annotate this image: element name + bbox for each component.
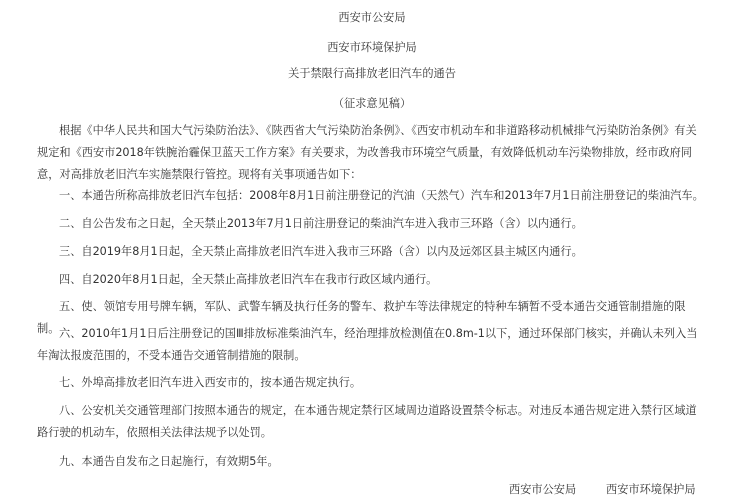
signature-public-security: 西安市公安局 bbox=[509, 483, 577, 496]
item-8: 八、公安机关交通管理部门按照本通告的规定，在本通告规定禁行区域周边道路设置禁令标志。对违反本通告规定进入禁行区域道路行驶的机动车，依照相关法律法规予以处罚。 bbox=[37, 404, 697, 439]
notice-subtitle: （征求意见稿） bbox=[332, 97, 412, 110]
item-4: 四、自2020年8月1日起，全天禁止高排放老旧汽车在我市行政区域内通行。 bbox=[59, 273, 438, 286]
intro-paragraph: 根据《中华人民共和国大气污染防治法》、《陕西省大气污染防治条例》、《西安市机动车和非道路移动机械排气污染防治条例》有关规定和《西安市2018年铁腕治霾保卫蓝天工作方案》有关要求，为改善我市环境空气质量，有效降低机动车污染物排放，经市政府同意，对高排放老旧汽车实施禁限行管控。现将有关事项通告如下： bbox=[37, 124, 697, 181]
item-9: 九、本通告自发布之日起施行，有效期5年。 bbox=[59, 455, 279, 468]
signature-environmental-protection: 西安市环境保护局 bbox=[606, 483, 696, 496]
item-5: 五、使、领馆专用号牌车辆，军队、武警车辆及执行任务的警车、救护车等法律规定的特种车辆暂不受本通告交通管制措施的限制。 bbox=[37, 300, 686, 335]
notice-title: 关于禁限行高排放老旧汽车的通告 bbox=[288, 67, 456, 80]
item-1: 一、本通告所称高排放老旧汽车包括：2008年8月1日前注册登记的汽油（天然气）汽车和2013年7月1日前注册登记的柴油汽车。 bbox=[59, 189, 704, 202]
item-2: 二、自公告发布之日起，全天禁止2013年7月1日前注册登记的柴油汽车进入我市三环路（含）以内通行。 bbox=[59, 217, 583, 230]
item-3: 三、自2019年8月1日起，全天禁止高排放老旧汽车进入我市三环路（含）以内及远郊区县主城区内通行。 bbox=[59, 245, 583, 258]
issuer-public-security: 西安市公安局 bbox=[338, 11, 406, 24]
issuer-environmental-protection: 西安市环境保护局 bbox=[327, 41, 417, 54]
item-7: 七、外埠高排放老旧汽车进入西安市的，按本通告规定执行。 bbox=[59, 376, 362, 389]
item-6: 六、2010年1月1日后注册登记的国Ⅲ排放标准柴油汽车，经治理排放检测值在0.8m-1以下，通过环保部门核实，并确认未列入当年淘汰报废范围的，不受本通告交通管制措施的限制。 bbox=[37, 327, 698, 362]
